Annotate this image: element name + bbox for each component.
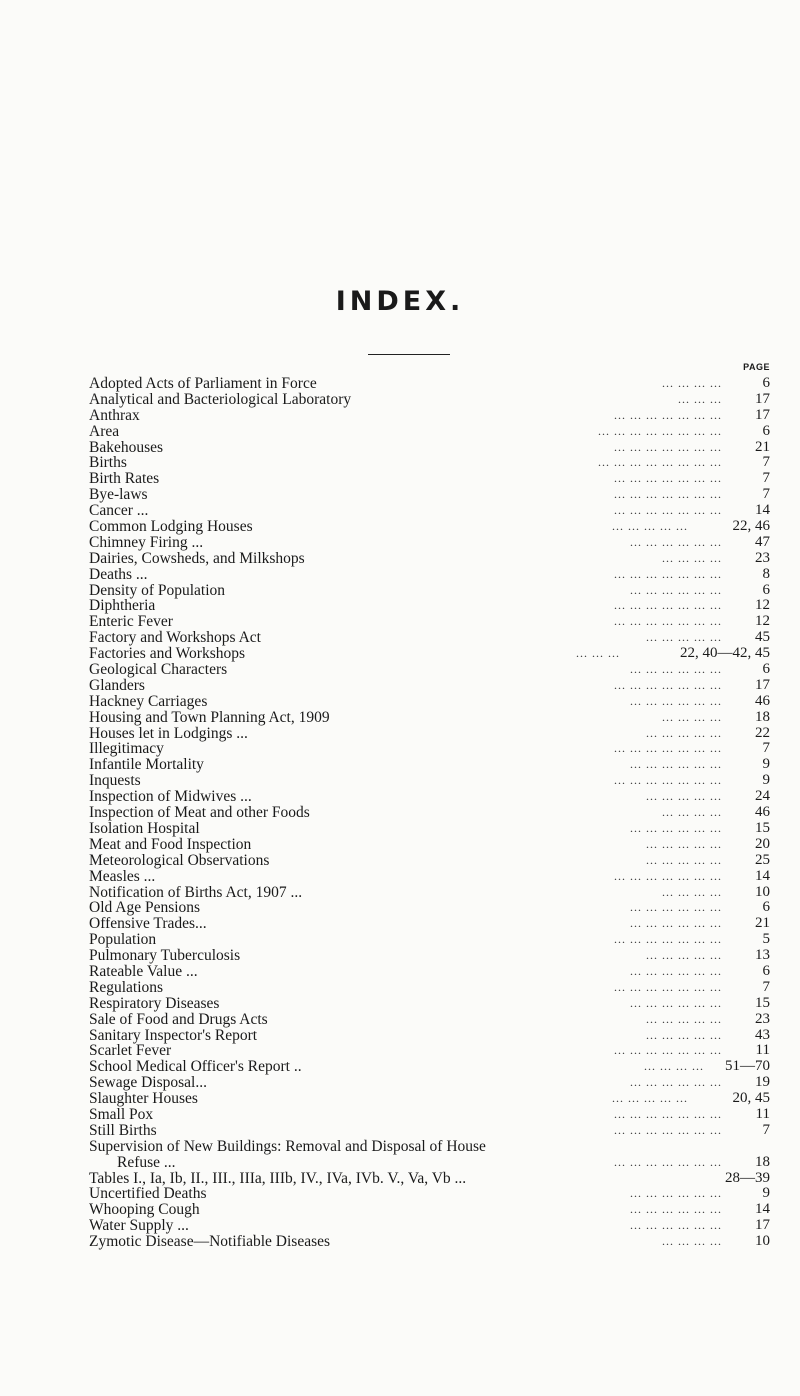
leader-dots: ... ... ... ... (662, 550, 722, 565)
entry-label: Respiratory Diseases (89, 994, 220, 1012)
entry-page-number: 47 (755, 533, 770, 550)
entry-label: Offensive Trades... (89, 915, 207, 933)
index-entry (89, 614, 770, 630)
entry-label: Isolation Hospital (89, 819, 200, 837)
entry-label: Infantile Mortality (89, 756, 204, 774)
index-entry (89, 424, 770, 440)
index-entry (89, 598, 770, 614)
entry-page-number: 17 (755, 406, 770, 423)
leader-dots: ... ... ... ... ... (646, 1011, 722, 1026)
entry-label: Rateable Value ... (89, 962, 198, 980)
index-entry (89, 1171, 770, 1187)
entry-page-number: 17 (755, 1217, 770, 1234)
leader-dots: ... ... ... ... ... ... ... (614, 1043, 722, 1058)
leader-dots: ... ... ... ... ... ... ... (614, 439, 722, 454)
entry-label: Dairies, Cowsheds, and Milkshops (89, 549, 305, 567)
entry-label: Common Lodging Houses (89, 518, 253, 536)
index-entry (89, 1218, 770, 1234)
entry-label: Notification of Births Act, 1907 ... (89, 883, 303, 901)
index-entry (89, 1059, 770, 1075)
index-entry (89, 408, 770, 424)
leader-dots: ... ... ... ... (662, 884, 722, 899)
index-entry (89, 757, 770, 773)
entry-label: School Medical Officer's Report .. (89, 1058, 302, 1076)
leader-dots: ... ... ... ... ... ... ... (614, 614, 722, 629)
entry-page-number: 28—39 (725, 1169, 770, 1186)
leader-dots: ... ... ... ... ... ... ... ... (598, 423, 722, 438)
entry-label: Measles ... (89, 867, 156, 885)
entry-label: Inquests (89, 772, 141, 790)
leader-dots: ... ... ... ... ... ... (630, 820, 722, 835)
entry-page-number: 18 (755, 1153, 770, 1170)
index-entry (89, 741, 770, 757)
entry-page-number: 43 (755, 1026, 770, 1043)
entry-label: Whooping Cough (89, 1201, 200, 1219)
entry-page-number: 22, 46 (732, 518, 770, 535)
leader-dots: ... ... ... ... ... (646, 852, 722, 867)
entry-label: Meat and Food Inspection (89, 835, 252, 853)
entry-label: Area (89, 422, 120, 440)
index-entry (89, 376, 770, 392)
leader-dots: ... ... ... ... ... ... ... (614, 566, 722, 581)
leader-dots: ... ... ... ... (662, 376, 722, 390)
leader-dots: ... ... ... ... ... ... ... (614, 1122, 722, 1137)
index-entry (89, 678, 770, 694)
entry-page-number: 6 (762, 661, 770, 678)
index-entry (89, 503, 770, 519)
entry-label: Population (89, 931, 157, 949)
index-entry (89, 455, 770, 471)
index-entry (89, 932, 770, 948)
entry-label: Inspection of Midwives ... (89, 788, 252, 806)
index-entry (89, 900, 770, 916)
leader-dots: ... ... ... ... ... ... (630, 582, 722, 597)
index-entry (89, 726, 770, 742)
index-entry (89, 392, 770, 408)
leader-dots: ... ... ... ... ... (646, 836, 722, 851)
index-entry (89, 1123, 770, 1139)
index-entry (89, 630, 770, 646)
entry-label: Factory and Workshops Act (89, 629, 261, 647)
entry-page-number: 7 (762, 486, 770, 503)
index-entry (89, 789, 770, 805)
leader-dots: ... ... ... ... ... ... ... (614, 741, 722, 756)
index-entry (89, 694, 770, 710)
index-entry (89, 487, 770, 503)
entry-label: Births (89, 454, 127, 472)
leader-dots: ... ... ... ... ... ... (630, 662, 722, 677)
index-entry (89, 964, 770, 980)
entry-label: Sale of Food and Drugs Acts (89, 1010, 268, 1028)
entry-label: Anthrax (89, 406, 140, 424)
entry-label: Water Supply ... (89, 1217, 189, 1235)
entry-page-number: 10 (755, 883, 770, 900)
index-entry (89, 1202, 770, 1218)
entry-page-number: 21 (755, 915, 770, 932)
index-entry (89, 1155, 770, 1171)
leader-dots: ... ... ... ... ... ... ... (614, 868, 722, 883)
index-entry (89, 1028, 770, 1044)
leader-dots: ... ... ... ... ... ... (630, 995, 722, 1010)
entry-page-number: 15 (755, 994, 770, 1011)
entry-page-number: 24 (755, 788, 770, 805)
entry-page-number: 10 (755, 1233, 770, 1250)
leader-dots: ... ... ... (678, 391, 722, 406)
leader-dots: ... ... ... ... (644, 1059, 704, 1074)
entry-page-number: 7 (762, 978, 770, 995)
entry-label: Deaths ... (89, 565, 148, 583)
index-title: INDEX. (335, 286, 465, 317)
index-entry (89, 1107, 770, 1123)
index-entries (89, 376, 770, 1250)
index-entry (89, 646, 770, 662)
leader-dots: ... ... ... ... ... ... ... (614, 773, 722, 788)
entry-label: Bakehouses (89, 438, 164, 456)
index-entry (89, 1186, 770, 1202)
leader-dots: ... ... ... ... ... ... (630, 1202, 722, 1217)
index-entry (89, 583, 770, 599)
entry-page-number: 6 (762, 422, 770, 439)
entry-page-number: 6 (762, 375, 770, 391)
entry-label: Scarlet Fever (89, 1042, 172, 1060)
entry-label: Adopted Acts of Parliament in Force (89, 375, 317, 392)
leader-dots: ... ... ... ... ... ... (630, 900, 722, 915)
entry-label: Factories and Workshops (89, 645, 246, 663)
index-entry (89, 1075, 770, 1091)
leader-dots: ... ... ... ... ... ... ... (614, 503, 722, 518)
index-entry (89, 551, 770, 567)
index-entry (89, 885, 770, 901)
leader-dots: ... ... ... ... ... ... ... (614, 677, 722, 692)
entry-page-number: 9 (762, 1185, 770, 1202)
entry-page-number: 22, 40—42, 45 (680, 645, 770, 662)
index-entry (89, 805, 770, 821)
entry-label: Uncertified Deaths (89, 1185, 207, 1203)
entry-label: Bye-laws (89, 486, 148, 504)
leader-dots: ... ... ... ... (662, 1234, 722, 1249)
leader-dots: ... ... ... ... ... (612, 519, 688, 534)
index-entry (89, 535, 770, 551)
index-entry (89, 1091, 770, 1107)
entry-label: Pulmonary Tuberculosis (89, 947, 241, 965)
entry-page-number: 46 (755, 804, 770, 821)
entry-label: Refuse ... (117, 1153, 176, 1171)
entry-page-number: 17 (755, 390, 770, 407)
entry-page-number: 17 (755, 676, 770, 693)
entry-label: Hackney Carriages (89, 692, 208, 710)
entry-label: Cancer ... (89, 502, 149, 520)
entry-label: Meteorological Observations (89, 851, 270, 869)
entry-label: Slaughter Houses (89, 1090, 198, 1108)
index-entry (89, 710, 770, 726)
entry-page-number: 8 (762, 565, 770, 582)
leader-dots: ... ... ... ... ... (646, 725, 722, 740)
entry-page-number: 25 (755, 851, 770, 868)
index-entry (89, 1139, 770, 1155)
leader-dots: ... ... ... ... ... ... (630, 963, 722, 978)
entry-page-number: 51—70 (725, 1058, 770, 1075)
entry-page-number: 13 (755, 947, 770, 964)
entry-label: Inspection of Meat and other Foods (89, 804, 310, 822)
index-entry (89, 869, 770, 885)
entry-page-number: 11 (755, 1105, 770, 1122)
entry-page-number: 20 (755, 835, 770, 852)
index-entry (89, 567, 770, 583)
leader-dots: ... ... ... ... ... ... ... (614, 979, 722, 994)
entry-page-number: 14 (755, 1201, 770, 1218)
leader-dots: ... ... ... ... (662, 805, 722, 820)
entry-page-number: 11 (755, 1042, 770, 1059)
leader-dots: ... ... ... ... ... ... ... (614, 932, 722, 947)
leader-dots: ... ... ... ... ... ... (630, 916, 722, 931)
entry-page-number: 7 (762, 454, 770, 471)
leader-dots: ... ... ... ... ... ... ... ... (598, 455, 722, 470)
entry-page-number: 14 (755, 502, 770, 519)
entry-label: Sanitary Inspector's Report (89, 1026, 258, 1044)
entry-page-number: 15 (755, 819, 770, 836)
entry-label: Supervision of New Buildings: Removal and Disposal of House (89, 1137, 486, 1155)
entry-page-number: 7 (762, 470, 770, 487)
entry-label: Density of Population (89, 581, 226, 599)
leader-dots: ... ... ... ... ... ... ... (614, 1154, 722, 1169)
entry-label: Analytical and Bacteriological Laboratory (89, 390, 352, 408)
entry-label: Old Age Pensions (89, 899, 201, 917)
leader-dots: ... ... ... ... ... ... (630, 757, 722, 772)
title-rule (368, 354, 450, 355)
entry-page-number: 9 (762, 756, 770, 773)
leader-dots: ... ... ... ... ... ... ... (614, 471, 722, 486)
entry-page-number: 7 (762, 1121, 770, 1138)
leader-dots: ... ... ... ... ... (612, 1091, 688, 1106)
entry-label: Chimney Firing ... (89, 533, 204, 551)
leader-dots: ... ... ... ... ... ... ... (614, 1106, 722, 1121)
index-entry (89, 440, 770, 456)
index-entry (89, 853, 770, 869)
leader-dots: ... ... ... ... ... ... (630, 1075, 722, 1090)
entry-page-number: 46 (755, 692, 770, 709)
entry-page-number: 20, 45 (732, 1090, 770, 1107)
entry-label: Zymotic Disease—Notifiable Diseases (89, 1233, 331, 1251)
index-entry (89, 1043, 770, 1059)
entry-label: Housing and Town Planning Act, 1909 (89, 708, 330, 726)
index-entry (89, 662, 770, 678)
index-entry (89, 948, 770, 964)
leader-dots: ... ... ... ... ... ... ... (614, 598, 722, 613)
entry-label: Enteric Fever (89, 613, 173, 631)
entry-label: Sewage Disposal... (89, 1074, 207, 1092)
entry-page-number: 14 (755, 867, 770, 884)
leader-dots: ... ... ... ... ... ... ... (614, 487, 722, 502)
entry-page-number: 23 (755, 1010, 770, 1027)
index-entry (89, 773, 770, 789)
index-entry (89, 519, 770, 535)
leader-dots: ... ... ... ... ... ... (630, 534, 722, 549)
entry-page-number: 7 (762, 740, 770, 757)
page-column-header: PAGE (743, 362, 770, 372)
leader-dots: ... ... ... ... ... ... (630, 1186, 722, 1201)
entry-label: Regulations (89, 978, 164, 996)
entry-page-number: 12 (755, 597, 770, 614)
entry-page-number: 5 (762, 931, 770, 948)
leader-dots: ... ... ... (576, 646, 620, 661)
entry-page-number: 12 (755, 613, 770, 630)
leader-dots: ... ... ... ... ... (646, 1027, 722, 1042)
entry-label: Birth Rates (89, 470, 160, 488)
entry-page-number: 6 (762, 962, 770, 979)
leader-dots: ... ... ... ... ... ... (630, 693, 722, 708)
entry-label: Illegitimacy (89, 740, 164, 758)
entry-label: Geological Characters (89, 661, 228, 679)
entry-page-number: 45 (755, 629, 770, 646)
entry-page-number: 6 (762, 899, 770, 916)
leader-dots: ... ... ... ... ... (646, 948, 722, 963)
entry-label: Diphtheria (89, 597, 156, 615)
entry-page-number: 6 (762, 581, 770, 598)
index-entry (89, 1234, 770, 1250)
entry-label: Glanders (89, 676, 145, 694)
entry-label: Tables I., Ia, Ib, II., III., IIIa, IIIb, IV., IVa, IVb. V., Va, Vb ... (89, 1169, 467, 1187)
entry-page-number: 21 (755, 438, 770, 455)
entry-label: Houses let in Lodgings ... (89, 724, 248, 742)
entry-page-number: 9 (762, 772, 770, 789)
index-entry (89, 980, 770, 996)
entry-page-number: 18 (755, 708, 770, 725)
leader-dots: ... ... ... ... (662, 709, 722, 724)
index-entry (89, 1012, 770, 1028)
entry-page-number: 22 (755, 724, 770, 741)
index-entry (89, 837, 770, 853)
leader-dots: ... ... ... ... ... ... ... (614, 407, 722, 422)
index-entry (89, 916, 770, 932)
entry-page-number: 19 (755, 1074, 770, 1091)
entry-page-number: 23 (755, 549, 770, 566)
index-entry (89, 471, 770, 487)
leader-dots: ... ... ... ... ... (646, 630, 722, 645)
index-entry (89, 821, 770, 837)
entry-label: Small Pox (89, 1105, 154, 1123)
index-entry (89, 996, 770, 1012)
leader-dots: ... ... ... ... ... (646, 789, 722, 804)
leader-dots: ... ... ... ... ... ... (630, 1218, 722, 1233)
entry-label: Still Births (89, 1121, 157, 1139)
